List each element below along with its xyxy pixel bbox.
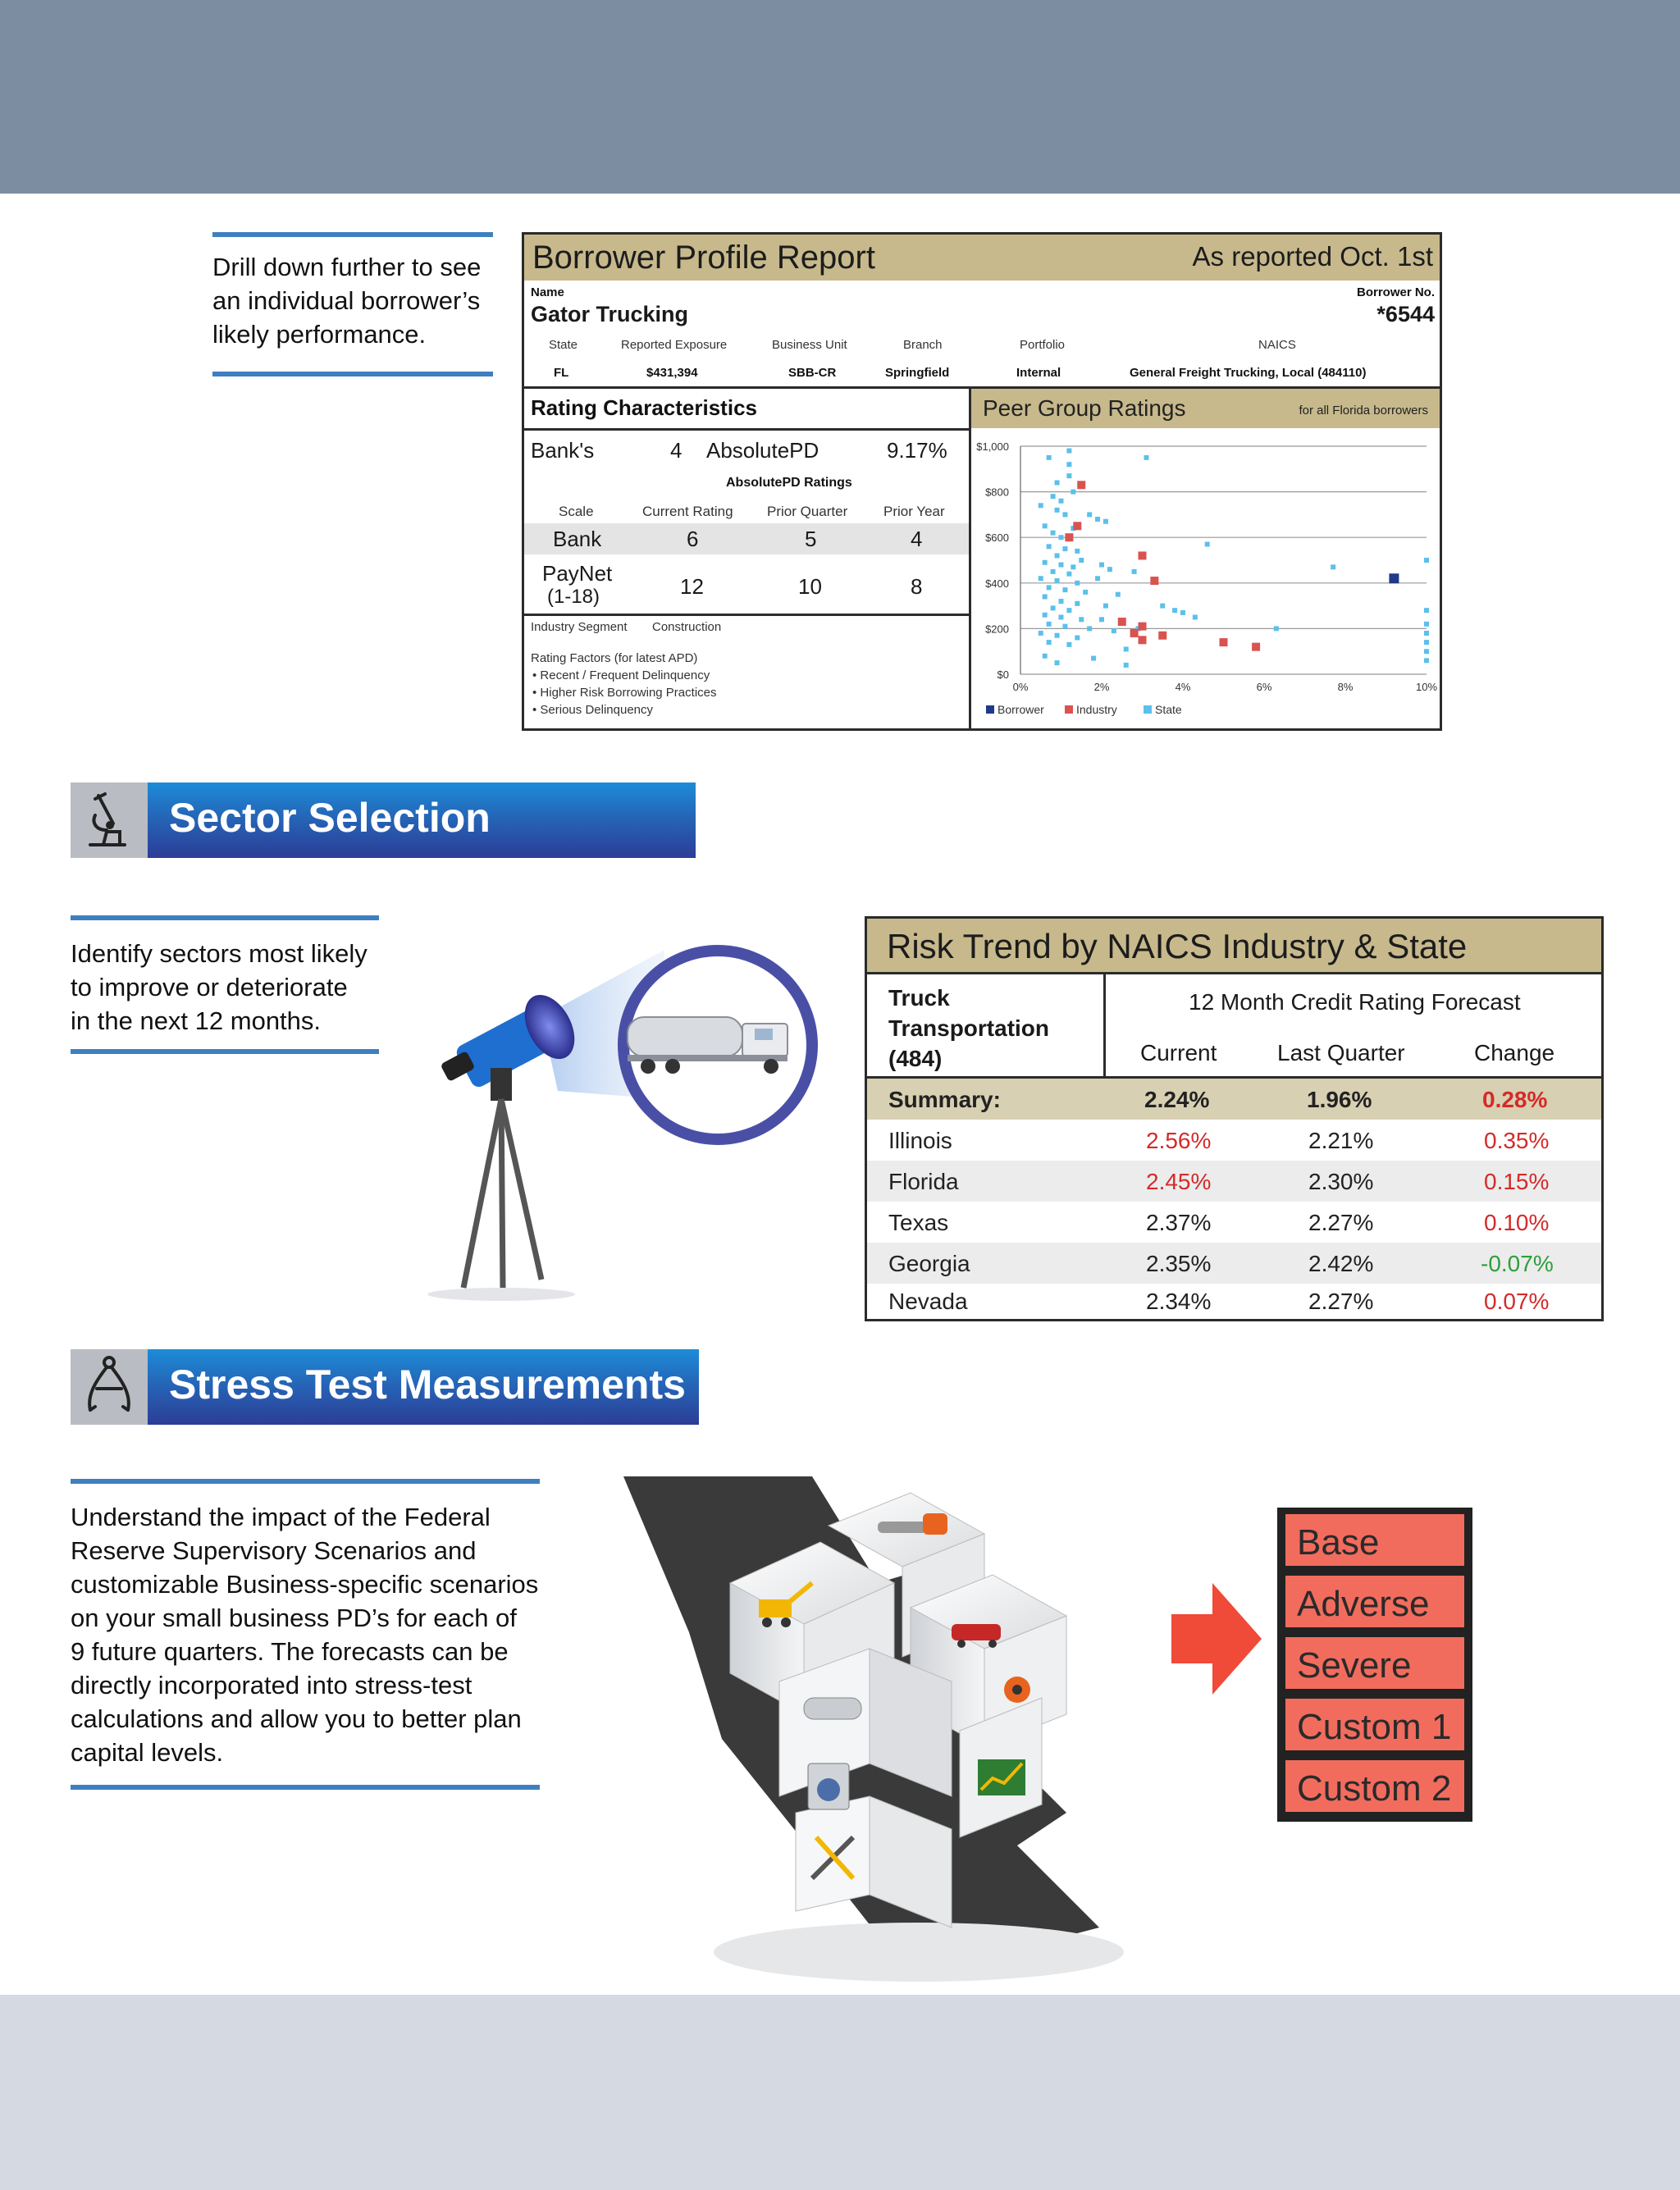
column-header-change: Change	[1474, 1040, 1555, 1065]
borrower-profile-report	[522, 232, 1442, 731]
bank-value: 4	[670, 438, 682, 463]
data-point-state	[1043, 594, 1048, 599]
apd-label: AbsolutePD	[706, 438, 819, 463]
y-tick-label: $600	[985, 532, 1009, 545]
data-point-state	[1274, 626, 1279, 631]
row-current: 2.37%	[1146, 1210, 1212, 1235]
data-point-state	[1075, 549, 1080, 554]
data-point-industry	[1073, 522, 1081, 530]
data-point-industry	[1065, 533, 1073, 541]
scenario-item[interactable]	[1284, 1636, 1466, 1690]
column-header-current: Current	[1140, 1040, 1217, 1065]
blurb-line: in the next 12 months.	[71, 1006, 322, 1035]
accent-bar	[212, 232, 493, 237]
data-point-industry	[1139, 551, 1147, 559]
blurb-line: an individual borrower’s	[212, 286, 481, 315]
x-tick-label: 2%	[1093, 681, 1110, 693]
row-last-quarter: 2.21%	[1308, 1128, 1374, 1153]
data-point-industry	[1077, 481, 1085, 489]
sector-blurb	[71, 937, 399, 1038]
washing-machine-icon	[808, 1763, 849, 1809]
forecast-label: 12 Month Credit Rating Forecast	[1189, 989, 1521, 1015]
data-point-state	[1087, 512, 1092, 517]
factor-item: • Recent / Frequent Delinquency	[532, 668, 710, 682]
data-point-state	[1051, 531, 1056, 536]
y-tick-label: $800	[985, 486, 1009, 499]
column-header-last-quarter: Last Quarter	[1277, 1040, 1405, 1065]
risk-table-title: Risk Trend by NAICS Industry & State	[887, 927, 1468, 965]
field-value: Internal	[1016, 366, 1061, 380]
table-row	[867, 1202, 1601, 1243]
accent-bar	[71, 1785, 540, 1790]
divider	[524, 614, 969, 616]
factor-item: • Higher Risk Borrowing Practices	[532, 686, 717, 700]
data-point-industry	[1150, 577, 1158, 585]
data-point-state	[1087, 626, 1092, 631]
apd-value: 9.17%	[887, 438, 947, 463]
telescope-illustration	[427, 927, 837, 1304]
chart-header	[971, 389, 1440, 428]
microscope-icon-box	[71, 782, 148, 858]
row-current: 2.34%	[1146, 1289, 1212, 1314]
table-row	[867, 1079, 1601, 1120]
blurb-line: directly incorporated into stress-test	[71, 1671, 472, 1700]
data-point-industry	[1130, 629, 1139, 637]
data-point-state	[1047, 622, 1052, 627]
data-point-state	[1051, 569, 1056, 574]
data-point-state	[1172, 608, 1177, 613]
data-point-state	[1424, 608, 1429, 613]
rating-scale-range: (1-18)	[547, 586, 600, 608]
data-point-industry	[1158, 632, 1166, 640]
data-point-state	[1055, 480, 1060, 485]
data-point-state	[1051, 494, 1056, 499]
data-point-industry	[1139, 623, 1147, 631]
borrower-name: Gator Trucking	[531, 302, 689, 326]
data-point-state	[1062, 624, 1067, 629]
accent-bar	[212, 372, 493, 376]
data-point-state	[1099, 617, 1104, 622]
row-name: Georgia	[888, 1251, 970, 1276]
data-point-state	[1055, 508, 1060, 513]
data-point-state	[1059, 535, 1064, 540]
data-point-state	[1103, 604, 1108, 609]
apd-ratings-label: AbsolutePD Ratings	[726, 476, 852, 490]
row-current: 2.45%	[1146, 1169, 1212, 1194]
row-current: 2.35%	[1146, 1251, 1212, 1276]
data-point-state	[1071, 564, 1075, 569]
data-point-state	[1193, 615, 1198, 620]
microscope-icon	[71, 782, 148, 858]
stress-blurb	[71, 1500, 563, 1769]
cracked-cubes-illustration	[607, 1468, 1230, 1993]
row-last-quarter: 1.96%	[1307, 1087, 1372, 1112]
rating-scale: Bank	[553, 527, 602, 551]
data-point-state	[1124, 663, 1129, 668]
data-point-state	[1424, 622, 1429, 627]
y-tick-label: $1,000	[976, 440, 1009, 453]
rating-row-paynet	[524, 556, 969, 615]
data-point-state	[1095, 517, 1100, 522]
row-last-quarter: 2.27%	[1308, 1289, 1374, 1314]
y-tick-label: $200	[985, 623, 1009, 636]
data-point-state	[1059, 563, 1064, 568]
data-point-state	[1160, 604, 1165, 609]
rating-current: 6	[687, 527, 699, 551]
data-point-state	[1066, 642, 1071, 647]
data-point-state	[1062, 587, 1067, 592]
data-point-state	[1132, 569, 1137, 574]
chart-icon	[978, 1759, 1025, 1795]
row-name: Summary:	[888, 1087, 1001, 1112]
data-point-state	[1103, 519, 1108, 524]
scenario-label: Severe	[1297, 1645, 1412, 1686]
data-point-state	[1047, 455, 1052, 460]
data-point-state	[1055, 553, 1060, 558]
table-row	[867, 1284, 1601, 1319]
field-value: Springfield	[885, 366, 950, 380]
data-point-state	[1424, 558, 1429, 563]
data-point-state	[1066, 462, 1071, 467]
tape-measure-icon	[1004, 1677, 1030, 1703]
data-point-industry	[1139, 636, 1147, 644]
legend-label: Industry	[1076, 703, 1117, 716]
data-point-state	[1180, 610, 1185, 615]
blurb-line: to improve or deteriorate	[71, 973, 348, 1001]
legend-label: Borrower	[998, 703, 1044, 716]
data-point-state	[1107, 567, 1112, 572]
data-point-state	[1059, 499, 1064, 504]
rating-prior-year: 4	[911, 527, 923, 551]
data-point-state	[1059, 615, 1064, 620]
blurb-line: Reserve Supervisory Scenarios and	[71, 1536, 477, 1565]
factors-title: Rating Factors (for latest APD)	[531, 651, 698, 665]
table-row	[867, 1243, 1601, 1284]
blurb-line: Drill down further to see	[212, 253, 482, 281]
scenario-label: Base	[1297, 1522, 1380, 1563]
blurb-line: 9 future quarters. The forecasts can be	[71, 1637, 509, 1666]
row-change: 0.07%	[1484, 1289, 1550, 1314]
scenario-item[interactable]	[1284, 1574, 1466, 1629]
x-tick-label: 8%	[1337, 681, 1354, 693]
data-point-state	[1062, 512, 1067, 517]
rating-current: 12	[680, 574, 704, 599]
data-point-state	[1205, 542, 1210, 547]
data-point-state	[1124, 646, 1129, 651]
shadow	[714, 1923, 1124, 1982]
field-label: State	[549, 338, 578, 352]
blurb-line: customizable Business-specific scenarios	[71, 1570, 539, 1599]
y-tick-label: $0	[997, 668, 1009, 681]
row-name: Texas	[888, 1210, 949, 1235]
data-point-state	[1062, 546, 1067, 551]
data-point-state	[1039, 503, 1043, 508]
field-label: Portfolio	[1020, 338, 1066, 352]
caliper-icon-box	[71, 1349, 148, 1425]
segment-label	[888, 983, 1049, 1074]
name-label: Name	[531, 285, 564, 299]
scenario-label: Adverse	[1297, 1584, 1430, 1624]
accent-bar	[71, 915, 379, 920]
data-point-state	[1039, 576, 1043, 581]
data-point-state	[1055, 660, 1060, 665]
data-point-industry	[1252, 643, 1260, 651]
data-point-state	[1066, 449, 1071, 454]
header-band	[0, 0, 1680, 194]
blurb-line: calculations and allow you to better plan	[71, 1704, 522, 1733]
data-point-state	[1047, 544, 1052, 549]
stress-test-title: Stress Test Measurements	[169, 1362, 686, 1408]
industry-label: Industry Segment	[531, 620, 628, 634]
data-point-state	[1083, 590, 1088, 595]
data-point-state	[1066, 473, 1071, 478]
data-point-state	[1424, 658, 1429, 663]
legend-swatch	[1065, 705, 1073, 714]
data-point-industry	[1220, 638, 1228, 646]
risk-table-header	[867, 919, 1601, 974]
data-point-state	[1043, 654, 1048, 659]
borrower-no-label: Borrower No.	[1356, 285, 1435, 299]
row-change: 0.35%	[1484, 1128, 1550, 1153]
rating-prior-year: 8	[911, 574, 923, 599]
data-point-state	[1079, 558, 1084, 563]
legend-swatch	[1144, 705, 1152, 714]
x-tick-label: 4%	[1175, 681, 1191, 693]
legend-label: State	[1155, 703, 1182, 716]
sector-selection-title: Sector Selection	[169, 795, 491, 841]
data-point-state	[1075, 581, 1080, 586]
risk-trend-table	[865, 916, 1604, 1321]
field-value: FL	[554, 366, 569, 380]
table-row	[867, 1120, 1601, 1161]
arrow-right-icon	[1171, 1583, 1262, 1695]
row-last-quarter: 2.30%	[1308, 1169, 1374, 1194]
rating-scale: PayNet	[542, 561, 613, 586]
scenario-item[interactable]	[1284, 1697, 1466, 1752]
stress-test-banner	[71, 1349, 699, 1425]
column-header: Scale	[559, 504, 594, 519]
row-last-quarter: 2.27%	[1308, 1210, 1374, 1235]
field-label: Branch	[903, 338, 943, 352]
factor-item: • Serious Delinquency	[532, 703, 653, 717]
report-title: Borrower Profile Report	[532, 240, 875, 276]
report-as-of: As reported Oct. 1st	[1192, 241, 1433, 271]
data-point-state	[1066, 608, 1071, 613]
data-point-state	[1055, 578, 1060, 583]
peer-group-scatter-chart	[971, 428, 1440, 728]
data-point-state	[1095, 576, 1100, 581]
data-point-state	[1079, 617, 1084, 622]
segment-line: (484)	[888, 1046, 943, 1071]
legend-swatch	[986, 705, 994, 714]
data-point-state	[1055, 633, 1060, 638]
segment-line: Transportation	[888, 1015, 1050, 1041]
tanker-icon	[804, 1698, 861, 1719]
data-point-industry	[1118, 618, 1126, 626]
field-label: Reported Exposure	[621, 338, 728, 352]
scenario-item[interactable]	[1284, 1512, 1466, 1567]
data-point-state	[1144, 455, 1148, 460]
data-point-state	[1047, 585, 1052, 590]
drill-down-blurb	[212, 250, 500, 351]
data-point-state	[1059, 599, 1064, 604]
data-point-state	[1043, 613, 1048, 618]
bank-label: Bank's	[531, 438, 595, 463]
row-name: Florida	[888, 1169, 959, 1194]
rating-prior-quarter: 10	[798, 574, 822, 599]
column-header: Prior Quarter	[767, 504, 848, 519]
scenario-item[interactable]	[1284, 1759, 1466, 1814]
data-point-state	[1112, 628, 1116, 633]
borrower-no: *6544	[1376, 302, 1435, 326]
field-value: General Freight Trucking, Local (484110)	[1130, 366, 1367, 380]
column-header: Current Rating	[642, 504, 733, 519]
report-header	[524, 235, 1440, 281]
blurb-line: Identify sectors most likely	[71, 939, 368, 968]
row-change: -0.07%	[1481, 1251, 1554, 1276]
field-label: Business Unit	[772, 338, 847, 352]
data-point-state	[1051, 605, 1056, 610]
chart-title: Peer Group Ratings	[983, 395, 1186, 421]
data-point-state	[1091, 656, 1096, 661]
sector-selection-banner	[71, 782, 696, 858]
data-point-state	[1043, 523, 1048, 528]
field-value: $431,394	[646, 366, 698, 380]
divider	[524, 428, 969, 431]
blurb-line: on your small business PD’s for each of	[71, 1604, 517, 1632]
scenario-label: Custom 1	[1297, 1707, 1452, 1747]
data-point-state	[1043, 560, 1048, 565]
chart-subtitle: for all Florida borrowers	[1299, 404, 1428, 417]
data-point-state	[1424, 631, 1429, 636]
caliper-icon	[71, 1349, 148, 1425]
row-name: Nevada	[888, 1289, 968, 1314]
x-tick-label: 6%	[1256, 681, 1272, 693]
row-current: 2.56%	[1146, 1128, 1212, 1153]
row-name: Illinois	[888, 1128, 952, 1153]
accent-bar	[71, 1049, 379, 1054]
data-point-state	[1331, 564, 1335, 569]
data-point-state	[1075, 636, 1080, 641]
data-point-state	[1424, 649, 1429, 654]
row-last-quarter: 2.42%	[1308, 1251, 1374, 1276]
row-change: 0.15%	[1484, 1169, 1550, 1194]
rating-row-bank	[524, 523, 969, 554]
scenario-list	[1277, 1508, 1472, 1822]
blurb-line: capital levels.	[71, 1738, 224, 1767]
data-point-state	[1066, 572, 1071, 577]
data-point-state	[1071, 490, 1075, 495]
data-point-state	[1424, 640, 1429, 645]
field-value: SBB-CR	[788, 366, 837, 380]
segment-line: Truck	[888, 985, 950, 1011]
telescope-icon	[427, 987, 585, 1301]
blurb-line: Understand the impact of the Federal	[71, 1503, 491, 1531]
data-point-state	[1075, 601, 1080, 606]
footer-band	[0, 1995, 1680, 2190]
rating-title: Rating Characteristics	[531, 395, 757, 420]
data-point-state	[1039, 631, 1043, 636]
x-tick-label: 10%	[1415, 681, 1438, 693]
field-label: NAICS	[1258, 338, 1296, 352]
row-change: 0.10%	[1484, 1210, 1550, 1235]
industry-value: Construction	[652, 620, 722, 634]
accent-bar	[71, 1479, 540, 1484]
column-header: Prior Year	[883, 504, 945, 519]
x-tick-label: 0%	[1012, 681, 1029, 693]
scenario-label: Custom 2	[1297, 1768, 1452, 1809]
data-point-state	[1116, 592, 1121, 597]
y-tick-label: $400	[985, 577, 1009, 590]
data-point-state	[1099, 563, 1104, 568]
blurb-line: likely performance.	[212, 320, 427, 349]
table-row	[867, 1161, 1601, 1202]
row-current: 2.24%	[1144, 1087, 1210, 1112]
data-point-state	[1047, 640, 1052, 645]
row-change: 0.28%	[1482, 1087, 1548, 1112]
rating-prior-quarter: 5	[805, 527, 817, 551]
data-point-borrower	[1389, 573, 1399, 583]
